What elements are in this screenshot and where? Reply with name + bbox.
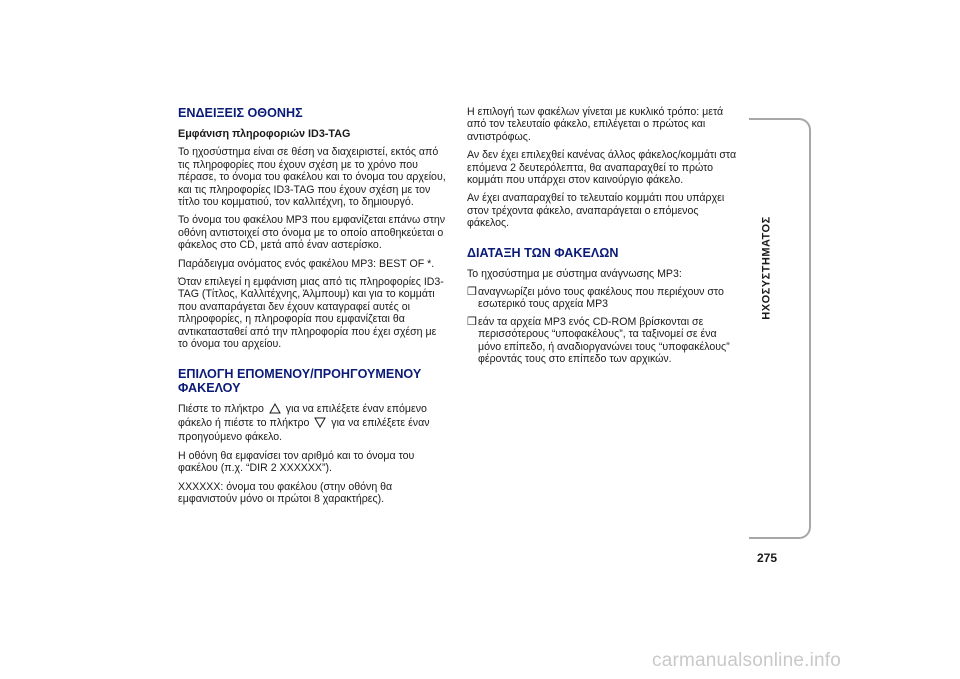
paragraph: Η οθόνη θα εμφανίσει τον αριθμό και το όνομα του φακέλου (π.χ. “DIR 2 XXXXXX”).: [178, 449, 415, 475]
paragraph: XXXXXX: όνομα του φακέλου (στην οθόνη θα εμφανιστούν μόνο οι πρώτοι 8 χαρακτήρες).: [178, 480, 393, 505]
paragraph: Το όνομα του φακέλου MP3 που εμφανίζεται επάνω στην οθόνη αντιστοιχεί στο όνομα με το οποίο αποθηκεύεται ο φάκελος στο CD, μετά από έναν αστερίσκο.: [178, 214, 446, 252]
chapter-side-label: [752, 118, 782, 418]
left-column: [178, 106, 448, 511]
list-item: [467, 316, 739, 366]
right-column: [467, 106, 739, 371]
paragraph: Παράδειγμα ονόματος ενός φακέλου MP3: BEST OF *.: [178, 257, 435, 270]
text: για να επιλέξετε έναν επόμενο φάκελο ή πιέστε το πλήκτρο: [178, 402, 427, 429]
section-heading-folder-layout: ΔΙΑΤΑΞΗ ΤΩΝ ΦΑΚΕΛΩΝ: [467, 245, 619, 260]
section-heading-folder-select: ΕΠΙΛΟΓΗ ΕΠΟΜΕΝΟΥ/ΠΡΟΗΓΟΥΜΕΝΟΥ ΦΑΚΕΛΟΥ: [178, 366, 422, 395]
subheading-id3-tag: Εμφάνιση πληροφοριών ID3-TAG: [178, 128, 351, 140]
text: Πιέστε το πλήκτρο: [178, 402, 264, 415]
down-triangle-button-icon: [314, 417, 326, 431]
watermark: carmanualsonline.info: [652, 650, 842, 671]
text: για να επιλέξετε έναν προηγούμενο φάκελο.: [178, 416, 430, 444]
checkbox-bullet-icon: ❒: [467, 315, 477, 328]
paragraph: Το ηχοσύστημα με σύστημα ανάγνωσης MP3:: [467, 267, 682, 280]
list-item-text: εάν τα αρχεία MP3 ενός CD-ROM βρίσκονται σε περισσότερους “υποφακέλους”, τα ταξινομεί σε ένα μόνο επίπεδο, ή αναδιοργανώνει τους “υποφακέλους” φέροντάς τους στο επίπεδο των αρχικών.: [478, 315, 730, 366]
paragraph: Αν δεν έχει επιλεχθεί κανένας άλλος φάκελος/κομμάτι στα επόμενα 2 δευτερόλεπτα, θα αναπαραχθεί το πρώτο κομμάτι που υπάρχει στον καινούργιο φάκελο.: [467, 149, 737, 187]
list-item: [467, 286, 739, 311]
page-number: 275: [757, 551, 778, 565]
paragraph: Όταν επιλεγεί η εμφάνιση μιας από τις πληροφορίες ID3-TAG (Τίτλος, Καλλιτέχνης, Άλμπουμ) και για το κομμάτι που αναπαράγεται δεν έχουν καταγραφεί αυτές οι πληροφορίες, η πληροφορία που εμφανίζεται θα αντικατασταθεί από την πληροφορία που έχει σχέση με το όνομα του αρχείου.: [178, 276, 444, 351]
list-item-text: αναγνωρίζει μόνο τους φακέλους που περιέχουν στο εσωτερικό τους αρχεία MP3: [478, 286, 724, 311]
paragraph-buttons: [178, 403, 448, 444]
checkbox-bullet-icon: ❒: [467, 286, 477, 299]
paragraph: Η επιλογή των φακέλων γίνεται με κυκλικό τρόπο: μετά από τον τελευταίο φάκελο, επιλέγεται ο πρώτος και αντιστρόφως.: [467, 106, 724, 143]
paragraph: Αν έχει αναπαραχθεί το τελευταίο κομμάτι που υπάρχει στον τρέχοντα φάκελο, αναπαράγεται ο επόμενος φάκελος.: [467, 192, 725, 230]
up-triangle-button-icon: [269, 403, 281, 417]
section-heading-display: ΕΝΔΕΙΞΕΙΣ ΟΘΟΝΗΣ: [178, 106, 303, 120]
paragraph: Το ηχοσύστημα είναι σε θέση να διαχειριστεί, εκτός από τις πληροφορίες που έχουν σχέση με το χρόνο που πέρασε, το όνομα του φακέλου και το όνομα του αρχείου, και τις πληροφορίες ID3-TAG που έχουν σχέση με τον τίτλο του κομματιού, τον καλλιτέχνη, το δημιουργό.: [178, 146, 446, 209]
chapter-title-vertical: ΗΧΟΣΥΣΤΗΜΑΤΟΣ: [761, 216, 774, 320]
